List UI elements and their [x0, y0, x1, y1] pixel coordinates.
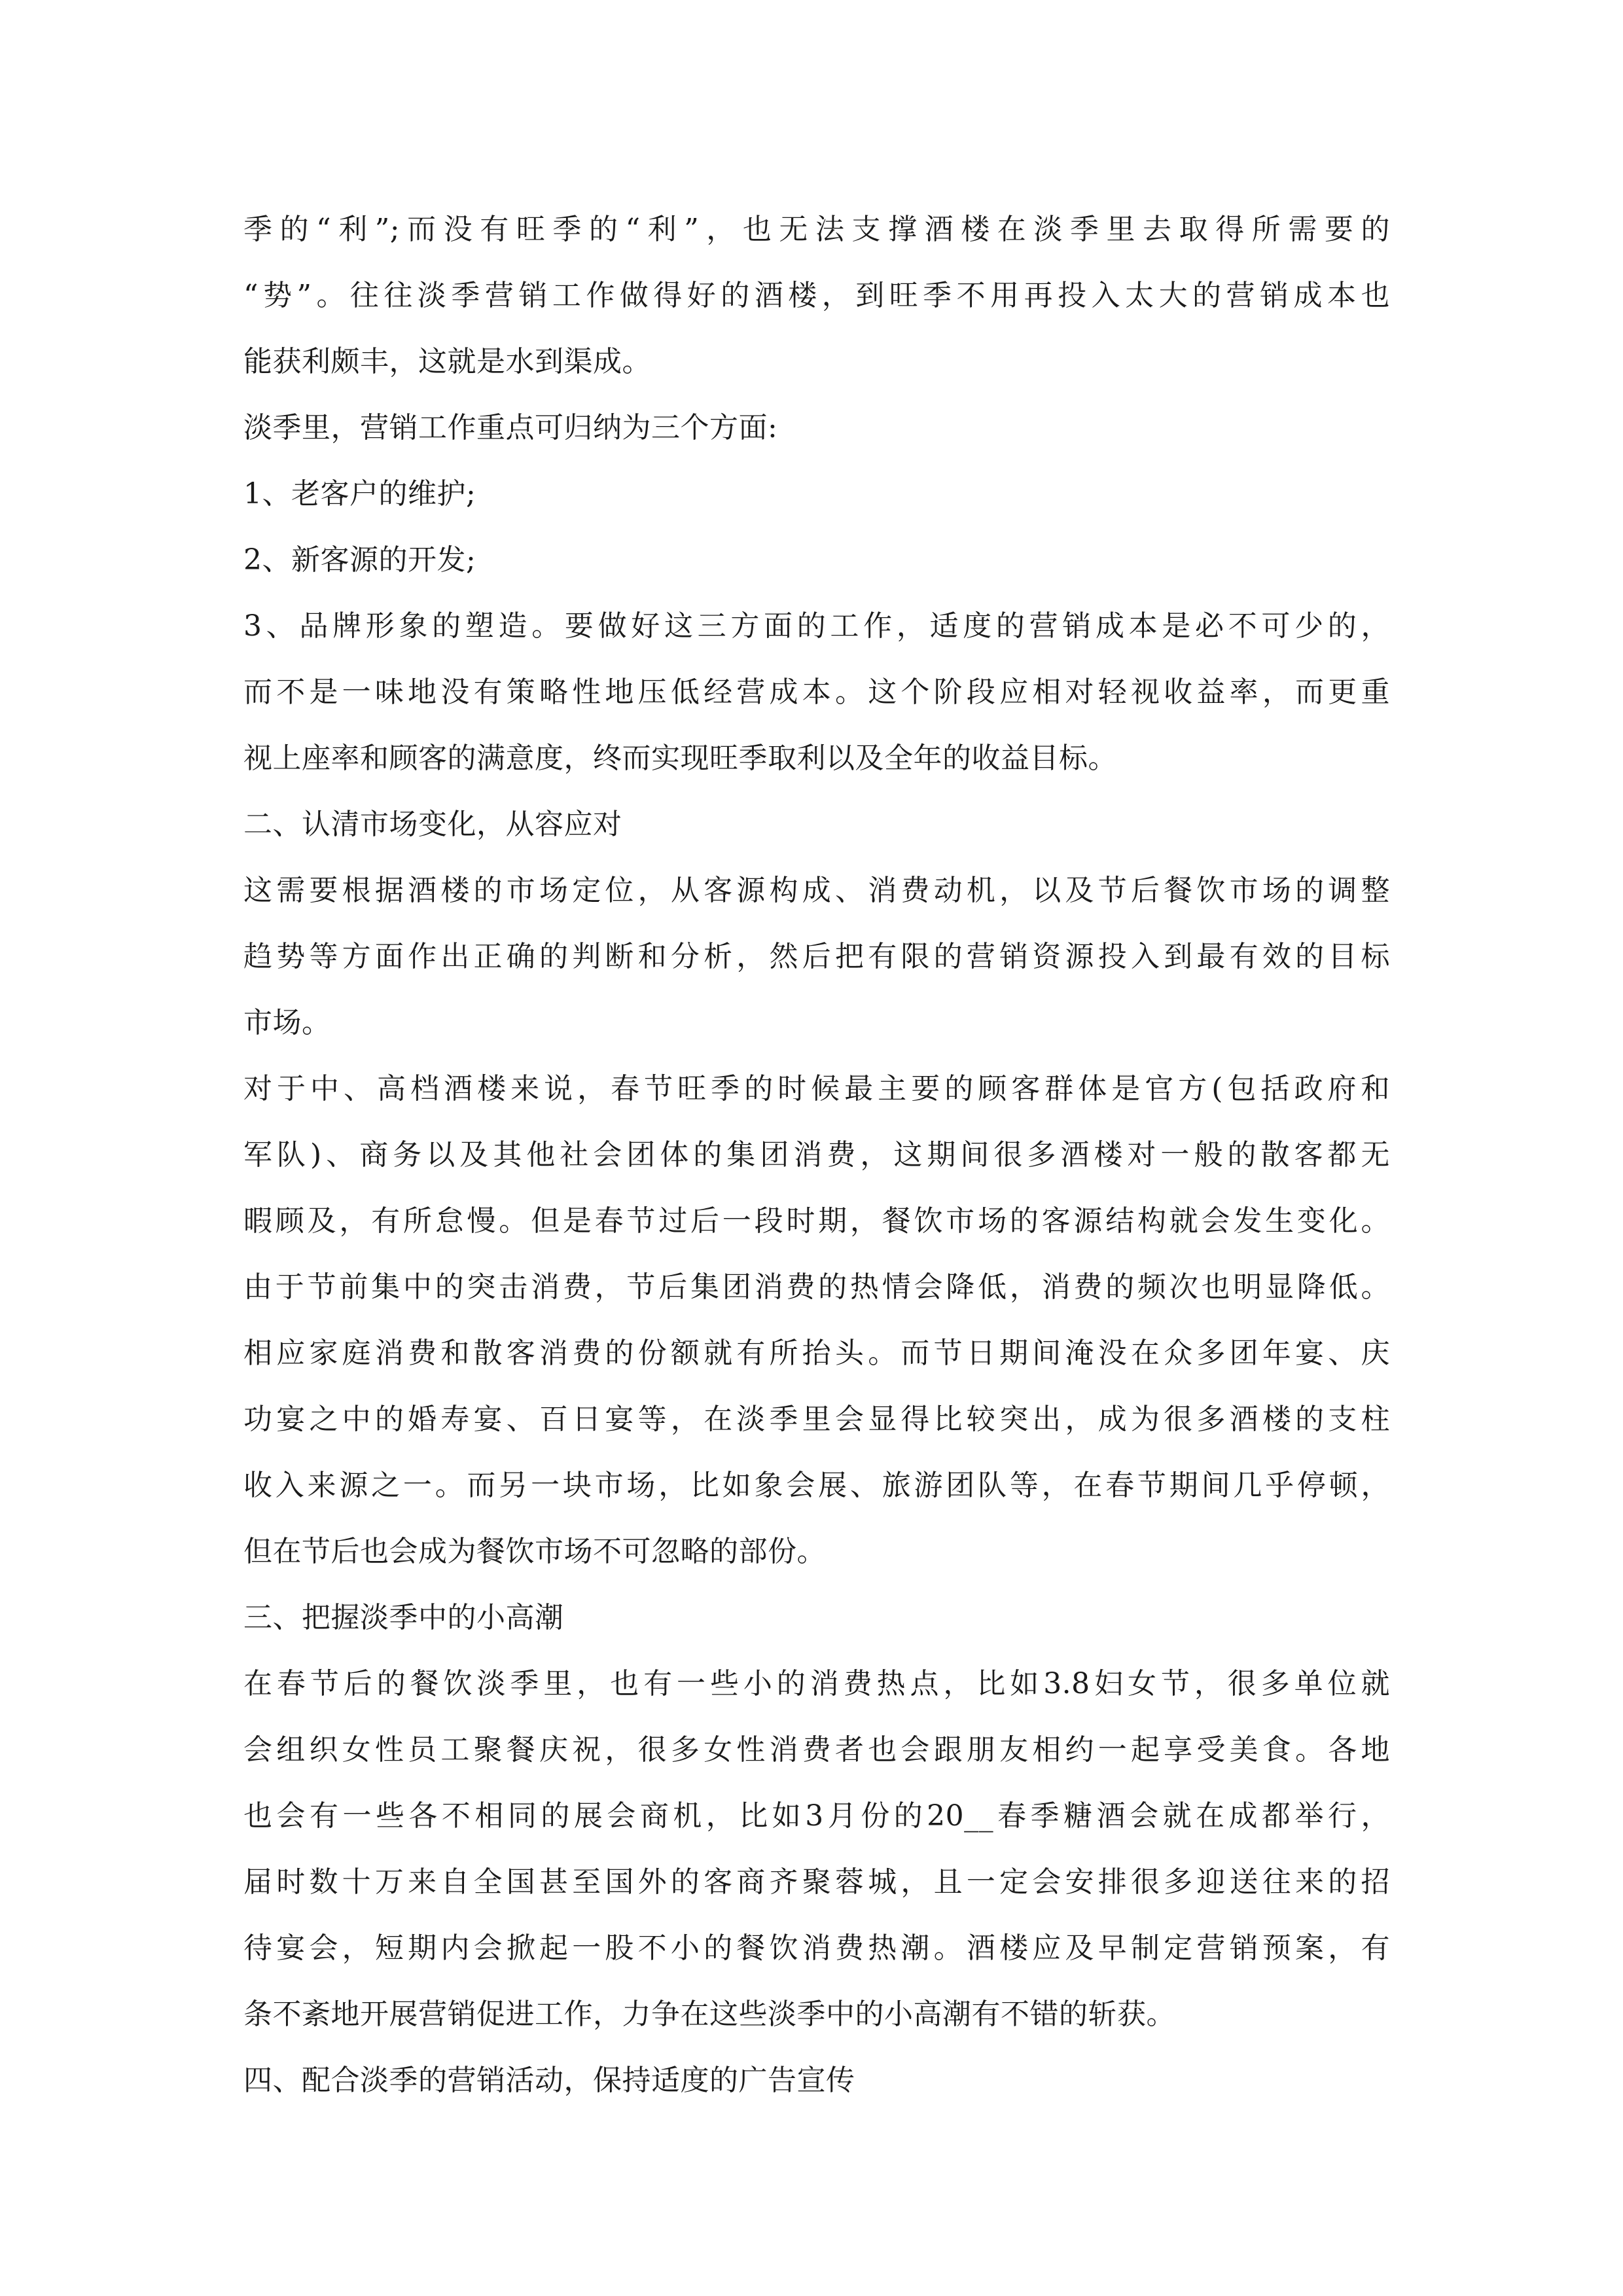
text-line: 功宴之中的婚寿宴、百日宴等，在淡季里会显得比较突出，成为很多酒楼的支柱 [243, 1403, 1390, 1436]
text-line: 军队)、商务以及其他社会团体的集团消费，这期间很多酒楼对一般的散客都无 [243, 1138, 1390, 1172]
text-line: 市场。 [243, 1006, 331, 1039]
section-heading-3: 三、把握淡季中的小高潮 [243, 1601, 564, 1634]
text-line: 能获利颇丰，这就是水到渠成。 [243, 345, 651, 378]
text-line: 届时数十万来自全国甚至国外的客商齐聚蓉城，且一定会安排很多迎送往来的招 [243, 1865, 1390, 1899]
text-line: 趋势等方面作出正确的判断和分析，然后把有限的营销资源投入到最有效的目标 [243, 940, 1390, 973]
text-line: 会组织女性员工聚餐庆祝，很多女性消费者也会跟朋友相约一起享受美食。各地 [243, 1733, 1390, 1767]
text-line: 待宴会，短期内会掀起一股不小的餐饮消费热潮。酒楼应及早制定营销预案，有 [243, 1931, 1390, 1965]
list-item-3: 3、品牌形象的塑造。要做好这三方面的工作，适度的营销成本是必不可少的， [243, 609, 1390, 643]
text-line: 在春节后的餐饮淡季里，也有一些小的消费热点，比如3.8妇女节，很多单位就 [243, 1667, 1390, 1700]
text-line: “势”。往往淡季营销工作做得好的酒楼，到旺季不用再投入太大的营销成本也 [243, 279, 1390, 312]
text-line: 而不是一味地没有策略性地压低经营成本。这个阶段应相对轻视收益率，而更重 [243, 675, 1390, 709]
text-line: 季的“利”;而没有旺季的“利”，也无法支撑酒楼在淡季里去取得所需要的 [243, 213, 1390, 246]
list-item-2: 2、新客源的开发; [243, 543, 476, 577]
text-line: 由于节前集中的突击消费，节后集团消费的热情会降低，消费的频次也明显降低。 [243, 1270, 1390, 1304]
text-line: 收入来源之一。而另一块市场，比如象会展、旅游团队等，在春节期间几乎停顿， [243, 1469, 1390, 1502]
section-heading-2: 二、认清市场变化，从容应对 [243, 808, 622, 841]
text-line: 条不紊地开展营销促进工作，力争在这些淡季中的小高潮有不错的斩获。 [243, 1998, 1175, 2031]
text-line: 相应家庭消费和散客消费的份额就有所抬头。而节日期间淹没在众多团年宴、庆 [243, 1336, 1390, 1370]
text-line: 对于中、高档酒楼来说，春节旺季的时候最主要的顾客群体是官方(包括政府和 [243, 1072, 1390, 1105]
text-line: 这需要根据酒楼的市场定位，从客源构成、消费动机，以及节后餐饮市场的调整 [243, 874, 1390, 907]
text-line: 也会有一些各不相同的展会商机，比如3月份的20__春季糖酒会就在成都举行， [243, 1799, 1390, 1833]
text-line: 视上座率和顾客的满意度，终而实现旺季取利以及全年的收益目标。 [243, 742, 1117, 775]
text-line: 但在节后也会成为餐饮市场不可忽略的部份。 [243, 1535, 826, 1568]
text-line: 暇顾及，有所怠慢。但是春节过后一段时期，餐饮市场的客源结构就会发生变化。 [243, 1204, 1390, 1238]
document-body [243, 196, 1390, 2113]
section-heading-4: 四、配合淡季的营销活动，保持适度的广告宣传 [243, 2064, 855, 2097]
text-line: 淡季里，营销工作重点可归纳为三个方面: [243, 411, 778, 444]
list-item-1: 1、老客户的维护; [243, 477, 476, 511]
